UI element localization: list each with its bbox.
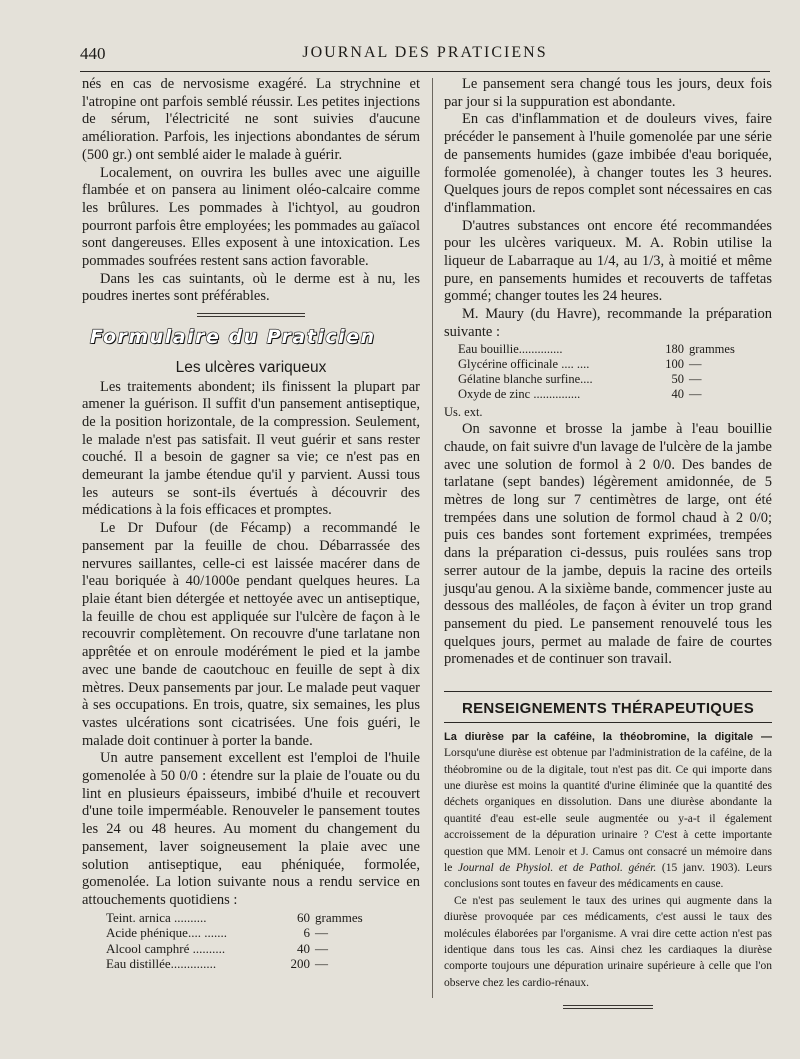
ingredient-quantity: 180 (665, 341, 684, 356)
paragraph: Un autre pansement excellent est l'emploi de l'huile gomenolée à 50 0/0 : étendre sur la plaie de l'ouate ou du lint en plusieurs épaisseurs, imbibé d'huile et recouvert d'une toile imperméable. Renouveler le pansement toutes les 24 ou 48 heures. Au moment du changement du pansement, laver soigneusement la plaie avec une solution antiseptique, eau phéniquée, formolée, gomenolée. La lotion suivante nous a rendu service en attouchements quotidiens : (82, 750, 420, 908)
formula-row (106, 941, 363, 957)
decorative-rule (197, 313, 305, 317)
paragraph-text: Lorsqu'une diurèse est obtenue par l'administration de la caféine, de la théobromine ou de la digitale, tout n'est pas dit. Ce qui importe dans une diurèse est moins la quantité d'urine éliminée que la quantité des déchets organiques en dissolution. Dans une diurèse abondante la quantité d'eau est-elle seule augmentée ou y-a-t il également accroissement de la dépuration urinaire ? C'est à cette importante question que MM. Lenoir et J. Camus ont consacré un mémoire dans le (444, 747, 772, 875)
ingredient-name: Acide phénique.... ....... (106, 925, 227, 941)
ingredient-unit: — (315, 925, 328, 941)
paragraph: M. Maury (du Havre), recommande la préparation suivante : (444, 306, 772, 340)
paragraph: Les traitements abondent; ils finissent la plupart par amener la guérison. Il suffit d'un pansement antiseptique, de la position horizontale, de la compression. Seulement, le malade n'est pas satisfait. Il veut guérir et sans rester couché. Il a besoin de gagner sa vie; ce n'est pas en demeurant la jambe étendue qu'il y parvient. Aussi tous les auteurs se sont-ils évertués à découvrir des médications à la fois efficaces et promptes. (82, 378, 420, 519)
ingredient-quantity: 40 (297, 940, 310, 956)
lotion-formula-table (106, 910, 363, 972)
paragraph: Le pansement sera changé tous les jours, deux fois par jour si la suppuration est abondante. (444, 76, 772, 110)
running-title: JOURNAL DES PRATICIENS (302, 44, 548, 61)
column-divider (432, 78, 433, 998)
paragraph: Dans les cas suintants, où le derme est à nu, les poudres inertes sont préférables. (82, 270, 420, 305)
ingredient-unit: — (689, 356, 702, 371)
paragraph (444, 729, 772, 893)
ingredient-name: Eau bouillie.............. (458, 341, 563, 356)
formula-row (458, 372, 735, 387)
ingredient-unit: — (315, 956, 328, 972)
formula-row (458, 342, 735, 357)
ingredient-unit: — (689, 371, 702, 386)
ingredient-quantity: 100 (665, 356, 684, 371)
formula-note: Us. ext. (444, 404, 483, 419)
ingredient-name: Eau distillée.............. (106, 956, 217, 972)
ingredient-unit: — (689, 386, 702, 401)
ingredient-quantity: 50 (671, 371, 684, 386)
ingredient-unit: grammes (315, 909, 363, 925)
ingredient-quantity: 40 (671, 386, 684, 401)
paragraph: D'autres substances ont encore été recommandées pour les ulcères variqueux. M. A. Robin utilise la liqueur de Labarraque au 1/4, au 1/3, à moitié et même pure, en pansements humides et recouverts de taffetas gommé; changer toutes les 24 heures. (444, 217, 772, 305)
renseignements-heading: RENSEIGNEMENTS THÉRAPEUTIQUES (444, 700, 772, 723)
section-banner: Formulaire du Praticien (90, 326, 376, 349)
paragraph: On savonne et brosse la jambe à l'eau bouillie chaude, on fait suivre d'un lavage de l'ulcère de la jambe avec une solution de formol à 2 0/0. Des bandes de tarlatane (sept bandes) légèrement amidonnée, de 5 mètres de long sur 7 centimètres de large, ont été trempées dans une solution de formol chaud à 2 0/0; puis ces bandes sont fortement exprimées, trempées dans la préparation ci-dessus, puis roulées sans trop serrer autour de la jambe, depuis la racine des orteils jusqu'au genou. A la sixième bande, commencer juste au dessous des malléoles, de façon à éviter un trop grand pansement du pied. Le pansement renouvelé tous les quelques jours, permet au malade de faire de courtes promenades et de continuer son travail. (444, 421, 772, 668)
paragraph: Le Dr Dufour (de Fécamp) a recommandé le pansement par la feuille de chou. Débarrassée des nervures saillantes, celle-ci est laissée macérer dans de l'eau boriquée à 40/1000e pendant quelques heures. La plaie étant bien détergée et nettoyée avec un antiseptique, la feuille de chou est appliquée sur l'ulcère de façon à le recouvrir complètement. On recouvre d'une tarlatane non apprêtée et on enroule modérément le pied et la jambe avec une bande de caoutchouc en feuille de sept à dix mètres. Deux pansements par jour. Le malade peut vaquer à ses occupations. En trois, quatre, six semaines, les plus vastes ulcérations sont cicatrisées. Une fois guéri, le malade doit continuer à porter la bande. (82, 520, 420, 749)
end-rule (563, 1005, 653, 1009)
ingredient-name: Gélatine blanche surfine.... (458, 371, 593, 386)
preparation-formula-table (458, 342, 735, 402)
ingredient-name: Oxyde de zinc ............... (458, 386, 581, 401)
ingredient-name: Alcool camphré .......... (106, 940, 226, 956)
formula-row (106, 925, 363, 941)
paragraph: Ce n'est pas seulement le taux des urines qui augmente dans la diurèse provoquée par ces médicaments, c'est aussi le taux des molécules élaborées par l'organisme. A vrai dire cette action n'est pas identique dans tous les cas. Ainsi chez les cardiaques la diurèse comporte toujours une dépuration urinaire supérieure à celle que l'on observe chez les cardio-rénaux. (444, 894, 772, 989)
formula-row (106, 956, 363, 972)
renseignements-body (444, 729, 772, 992)
ingredient-unit: — (315, 940, 328, 956)
page-header (80, 44, 770, 68)
right-column (444, 76, 772, 1009)
paragraph: nés en cas de nervosisme exagéré. La strychnine et l'atropine ont parfois semblé réussir. Les petites injections de sérum, l'électricité ne sont suivies d'aucune amélioration. Parfois, les injections abondantes de sérum (500 gr.) ont semblé aider le malade à guérir. (82, 76, 420, 163)
paragraph-lead: La diurèse par la caféine, la théobromine, la digitale — (444, 730, 772, 743)
article-title: Les ulcères variqueux (175, 358, 327, 376)
formula-row (458, 357, 735, 372)
paragraph: En cas d'inflammation et de douleurs vives, faire précéder le pansement à l'huile gomenolée par une série de pansements humides (gaze imbibée d'eau boriquée, formolée gomenolée), à changer toutes les 3 heures. Quelques jours de repos complet sont nécessaires en cas d'inflammation. (444, 111, 772, 216)
page-number: 440 (80, 44, 106, 63)
left-column (82, 76, 420, 972)
formula-row (458, 387, 735, 402)
ingredient-quantity: 200 (290, 956, 310, 972)
ingredient-name: Teint. arnica .......... (106, 909, 207, 925)
section-rule (444, 691, 772, 692)
ingredient-quantity: 6 (303, 925, 310, 941)
paragraph-text: (15 janv. 1903). Leurs conclusions sont toutes en faveur des médicaments en cause. (444, 862, 772, 891)
formula-row (106, 910, 363, 926)
ingredient-name: Glycérine officinale .... .... (458, 356, 590, 371)
header-rule (80, 71, 770, 72)
ingredient-unit: grammes (689, 341, 735, 356)
paragraph: Localement, on ouvrira les bulles avec une aiguille flambée et on pansera au liniment oléo-calcaire comme les brûlures. Les pommades à l'ichtyol, au goudron pourront parfois être employées; les pommades au gaïacol sont dangereuses. Elles exposent à une intoxication. Les pommades soufrées restent sans action favorable. (82, 164, 420, 270)
ingredient-quantity: 60 (297, 909, 310, 925)
journal-name: Journal de Physiol. et de Pathol. génér. (457, 862, 657, 875)
